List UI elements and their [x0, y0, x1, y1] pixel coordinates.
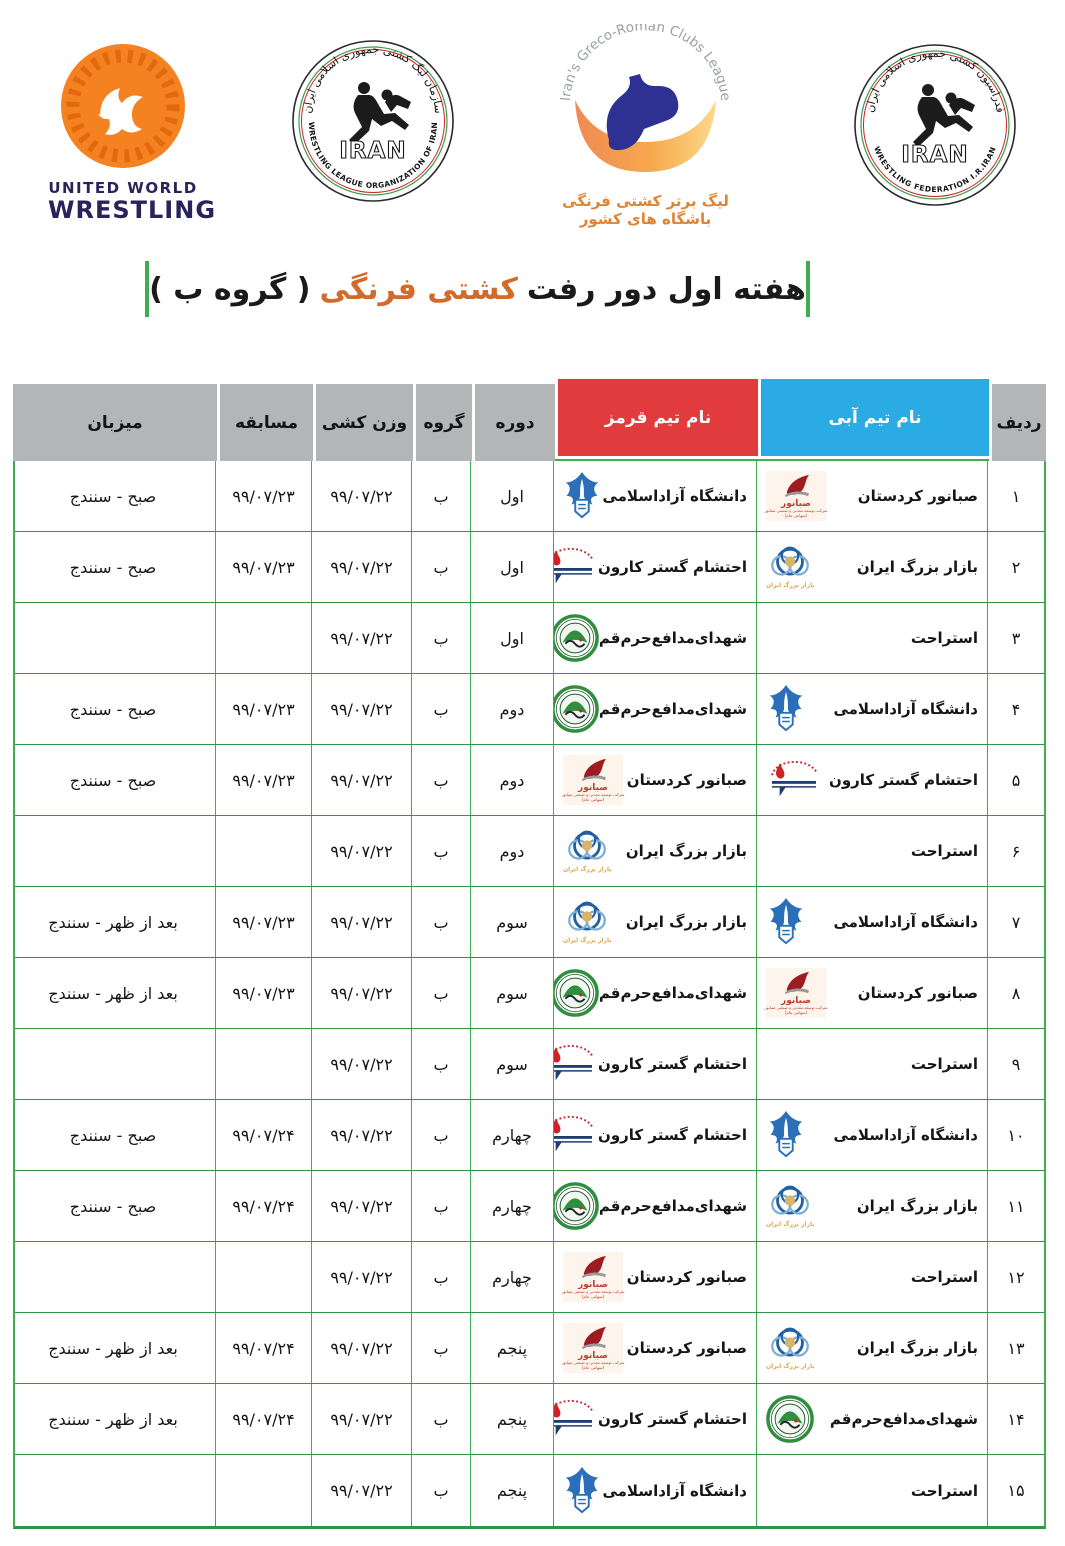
- red-team-name: احتشام گستر کارون: [598, 1410, 747, 1428]
- group-cell: ب: [411, 1100, 470, 1170]
- iwf-arc-top-text: فدراسیون کشتی جمهوری اسلامی ایران: [863, 46, 1007, 114]
- row-number-cell: ۵: [987, 745, 1044, 815]
- blue-team-cell: [756, 461, 987, 531]
- ehtesham-gostar-karun-icon: [553, 545, 598, 589]
- ehtesham-gostar-karun-icon: [553, 1113, 598, 1157]
- red-team-name: صبانور کردستان: [626, 1339, 747, 1357]
- round-cell: پنجم: [470, 1313, 553, 1383]
- blue-team-cell: [756, 603, 987, 673]
- blue-team-cell: [756, 1313, 987, 1383]
- azad-logo: [562, 1466, 602, 1516]
- table-row: [15, 532, 1044, 603]
- group-cell: ب: [411, 1384, 470, 1454]
- group-cell: ب: [411, 1313, 470, 1383]
- title-accent-bar-left: [145, 261, 149, 317]
- weigh-in-date-cell: ۹۹/۰۷/۲۲: [311, 1384, 411, 1454]
- group-cell: ب: [411, 745, 470, 815]
- table-row: [15, 816, 1044, 887]
- table-row: [15, 1313, 1044, 1384]
- weigh-in-date-cell: ۹۹/۰۷/۲۲: [311, 816, 411, 886]
- host-cell: [11, 603, 215, 673]
- blue-team-name: بازار بزرگ ایران: [856, 1339, 978, 1357]
- grand-bazaar-globe-icon: [564, 900, 610, 937]
- weigh-in-date-cell: ۹۹/۰۷/۲۲: [311, 958, 411, 1028]
- bazaar-logo: بازار بزرگ ایران: [563, 829, 611, 873]
- ehtesham-gostar-karun-icon: [766, 758, 822, 802]
- blue-team-name: صبانور کردستان: [857, 984, 978, 1002]
- row-number-cell: ۴: [987, 674, 1044, 744]
- sabanour-sail-icon: [573, 1325, 613, 1351]
- blue-team-cell: [756, 674, 987, 744]
- red-team-name: احتشام گستر کارون: [598, 1126, 747, 1144]
- host-cell: صبح - سنندج: [69, 486, 157, 506]
- red-team-name: شهدای‌مدافع‌حرم‌قم: [598, 984, 747, 1002]
- group-cell: ب: [411, 1455, 470, 1526]
- row-number-cell: ۱۳: [987, 1313, 1044, 1383]
- host-cell: صبح - سنندج: [69, 770, 157, 790]
- shohada-logo: [553, 1182, 599, 1230]
- host-cell: صبح - سنندج: [69, 699, 157, 719]
- shohada-qom-emblem-icon: [553, 685, 599, 733]
- host-cell: [11, 1242, 215, 1312]
- host-cell: [11, 1455, 215, 1526]
- azad-logo: [562, 471, 602, 521]
- greco-caption-text: لیگ برتر کشتی فرنگی باشگاه های کشور: [562, 192, 729, 228]
- round-cell: اول: [470, 461, 553, 531]
- sabanour-sail-icon: [573, 757, 613, 783]
- table-row: [15, 674, 1044, 745]
- title-suffix: ( گروه ب ): [149, 271, 311, 307]
- grand-bazaar-globe-icon: [767, 1184, 813, 1221]
- weigh-in-date-cell: ۹۹/۰۷/۲۲: [311, 1313, 411, 1383]
- row-number-cell: ۷: [987, 887, 1044, 957]
- blue-team-name: بازار بزرگ ایران: [856, 558, 978, 576]
- red-team-cell: [553, 816, 756, 886]
- red-team-name: صبانور کردستان: [626, 1268, 747, 1286]
- blue-team-cell: [756, 1242, 987, 1312]
- group-cell: ب: [411, 887, 470, 957]
- header-weigh-in: وزن کشی: [313, 384, 413, 461]
- match-date-cell: [215, 1242, 311, 1312]
- weigh-in-date-cell: ۹۹/۰۷/۲۲: [311, 745, 411, 815]
- sabanour-logo: صبانور شرکت توسعه معدنی و صنعتی صبانور (سهامی عام): [766, 968, 826, 1019]
- match-date-cell: ۹۹/۰۷/۲۳: [215, 887, 311, 957]
- match-date-cell: ۹۹/۰۷/۲۴: [215, 1100, 311, 1170]
- wlo-arc-top-text: سازمان لیگ کشتی جمهوری اسلامی ایران: [300, 42, 446, 115]
- header-group: گروه: [413, 384, 472, 461]
- red-team-cell: [553, 674, 756, 744]
- weigh-in-date-cell: ۹۹/۰۷/۲۲: [311, 1029, 411, 1099]
- header-round: دوره: [472, 384, 555, 461]
- shohada-logo: [553, 969, 599, 1017]
- blue-team-name: استراحت: [910, 1481, 978, 1500]
- host-cell: صبح - سنندج: [69, 1125, 157, 1145]
- host-cell: بعد از ظهر - سنندج: [48, 912, 178, 932]
- azad-logo: [766, 1110, 806, 1160]
- row-number-cell: ۱۴: [987, 1384, 1044, 1454]
- schedule-table: [13, 384, 1046, 1529]
- grand-bazaar-globe-icon: [767, 1326, 813, 1363]
- table-header: [13, 384, 1046, 456]
- header-row-number: ردیف: [989, 384, 1046, 461]
- azad-university-eagle-icon: [766, 1110, 806, 1160]
- table-row: [15, 1029, 1044, 1100]
- table-row: [15, 1384, 1044, 1455]
- bazaar-logo: بازار بزرگ ایران: [563, 900, 611, 944]
- group-cell: ب: [411, 674, 470, 744]
- row-number-cell: ۲: [987, 532, 1044, 602]
- sabanour-sail-icon: [573, 1254, 613, 1280]
- weigh-in-date-cell: ۹۹/۰۷/۲۲: [311, 674, 411, 744]
- blue-team-cell: [756, 1029, 987, 1099]
- wlo-arc-bottom-text: WRESTLING LEAGUE ORGANIZATION OF IRAN: [306, 121, 440, 191]
- blue-team-name: احتشام گستر کارون: [829, 771, 978, 789]
- blue-team-name: بازار بزرگ ایران: [856, 1197, 978, 1215]
- round-cell: دوم: [470, 816, 553, 886]
- red-team-name: بازار بزرگ ایران: [625, 913, 747, 931]
- weigh-in-date-cell: ۹۹/۰۷/۲۲: [311, 1455, 411, 1526]
- sabanour-logo: صبانور شرکت توسعه معدنی و صنعتی صبانور (سهامی عام): [563, 1323, 623, 1374]
- blue-team-name: دانشگاه آزاداسلامی: [833, 700, 978, 718]
- ehtesham-logo: [766, 758, 822, 802]
- match-date-cell: [215, 603, 311, 673]
- title-prefix: هفته اول دور رفت: [526, 271, 806, 307]
- row-number-cell: ۹: [987, 1029, 1044, 1099]
- shohada-logo: [553, 685, 599, 733]
- blue-team-cell: [756, 958, 987, 1028]
- azad-university-eagle-icon: [562, 1466, 602, 1516]
- red-team-cell: [553, 461, 756, 531]
- red-team-cell: [553, 1242, 756, 1312]
- red-team-name: دانشگاه آزاداسلامی: [602, 487, 747, 505]
- weigh-in-date-cell: ۹۹/۰۷/۲۲: [311, 603, 411, 673]
- ehtesham-logo: [553, 1042, 598, 1086]
- blue-team-cell: [756, 1171, 987, 1241]
- row-number-cell: ۱۲: [987, 1242, 1044, 1312]
- red-team-name: شهدای‌مدافع‌حرم‌قم: [598, 629, 747, 647]
- blue-team-cell: [756, 1455, 987, 1526]
- wrestling-federation-iran-logo: [852, 42, 1018, 212]
- bazaar-logo: بازار بزرگ ایران: [766, 1326, 814, 1370]
- shohada-qom-emblem-icon: [553, 969, 599, 1017]
- red-team-cell: [553, 1313, 756, 1383]
- sabanour-sail-icon: [776, 473, 816, 499]
- greco-roman-clubs-league-logo: [543, 24, 748, 228]
- blue-team-name: استراحت: [910, 1268, 978, 1286]
- red-team-cell: [553, 887, 756, 957]
- table-row: [15, 958, 1044, 1029]
- table-row: [15, 1242, 1044, 1313]
- round-cell: پنجم: [470, 1384, 553, 1454]
- blue-team-cell: [756, 1100, 987, 1170]
- table-row: [15, 1455, 1044, 1526]
- row-number-cell: ۳: [987, 603, 1044, 673]
- title-highlight: کشتی فرنگی: [319, 271, 518, 307]
- azad-logo: [766, 897, 806, 947]
- red-team-cell: [553, 1384, 756, 1454]
- match-date-cell: ۹۹/۰۷/۲۳: [215, 958, 311, 1028]
- table-row: [15, 1171, 1044, 1242]
- header-host: میزبان: [13, 384, 217, 461]
- match-date-cell: ۹۹/۰۷/۲۳: [215, 532, 311, 602]
- sabanour-logo: صبانور شرکت توسعه معدنی و صنعتی صبانور (سهامی عام): [563, 1252, 623, 1303]
- match-date-cell: ۹۹/۰۷/۲۳: [215, 745, 311, 815]
- match-date-cell: [215, 1029, 311, 1099]
- host-cell: صبح - سنندج: [69, 557, 157, 577]
- blue-team-cell: [756, 1384, 987, 1454]
- red-team-name: بازار بزرگ ایران: [625, 842, 747, 860]
- bazaar-logo: بازار بزرگ ایران: [766, 545, 814, 589]
- round-cell: سوم: [470, 887, 553, 957]
- bazaar-logo: بازار بزرگ ایران: [766, 1184, 814, 1228]
- match-date-cell: ۹۹/۰۷/۲۴: [215, 1171, 311, 1241]
- red-team-name: دانشگاه آزاداسلامی: [602, 1481, 747, 1500]
- ehtesham-logo: [553, 545, 598, 589]
- match-date-cell: [215, 816, 311, 886]
- weigh-in-date-cell: ۹۹/۰۷/۲۲: [311, 1171, 411, 1241]
- match-date-cell: ۹۹/۰۷/۲۴: [215, 1384, 311, 1454]
- weigh-in-date-cell: ۹۹/۰۷/۲۲: [311, 1242, 411, 1312]
- iwf-emblem-icon: [852, 42, 1018, 208]
- group-cell: ب: [411, 1029, 470, 1099]
- header-red-team: نام تیم قرمز: [555, 379, 758, 456]
- blue-team-name: دانشگاه آزاداسلامی: [833, 913, 978, 931]
- row-number-cell: ۱۰: [987, 1100, 1044, 1170]
- match-date-cell: ۹۹/۰۷/۲۴: [215, 1313, 311, 1383]
- blue-team-cell: [756, 745, 987, 815]
- uww-emblem-icon: [48, 40, 198, 173]
- row-number-cell: ۸: [987, 958, 1044, 1028]
- row-number-cell: ۱: [987, 461, 1044, 531]
- blue-team-cell: [756, 532, 987, 602]
- group-cell: ب: [411, 1242, 470, 1312]
- table-row: [15, 887, 1044, 958]
- red-team-cell: [553, 603, 756, 673]
- grand-bazaar-globe-icon: [767, 545, 813, 582]
- blue-team-name: دانشگاه آزاداسلامی: [833, 1126, 978, 1144]
- round-cell: پنجم: [470, 1455, 553, 1526]
- red-team-cell: [553, 958, 756, 1028]
- ehtesham-logo: [553, 1397, 598, 1441]
- blue-team-name: استراحت: [910, 629, 978, 647]
- host-cell: صبح - سنندج: [69, 1196, 157, 1216]
- host-cell: [11, 816, 215, 886]
- host-cell: [11, 1029, 215, 1099]
- group-cell: ب: [411, 461, 470, 531]
- red-team-cell: [553, 1100, 756, 1170]
- iwf-iran-text: IRAN: [901, 142, 969, 168]
- page-title-row: [149, 258, 810, 320]
- red-team-name: احتشام گستر کارون: [598, 558, 747, 576]
- weigh-in-date-cell: ۹۹/۰۷/۲۲: [311, 532, 411, 602]
- red-team-name: احتشام گستر کارون: [598, 1055, 747, 1073]
- round-cell: دوم: [470, 674, 553, 744]
- round-cell: چهارم: [470, 1100, 553, 1170]
- wrestling-league-organization-logo: [290, 38, 456, 208]
- iwf-arc-bottom-text: WRESTLING FEDERATION I.R.IRAN: [872, 145, 998, 195]
- group-cell: ب: [411, 816, 470, 886]
- blue-team-name: استراحت: [910, 1055, 978, 1073]
- greco-emblem-icon: [543, 24, 748, 192]
- row-number-cell: ۱۱: [987, 1171, 1044, 1241]
- table-row: [15, 461, 1044, 532]
- ehtesham-logo: [553, 1113, 598, 1157]
- azad-university-eagle-icon: [766, 684, 806, 734]
- page-title: [149, 272, 806, 307]
- azad-university-eagle-icon: [766, 897, 806, 947]
- sabanour-logo: صبانور شرکت توسعه معدنی و صنعتی صبانور (سهامی عام): [563, 755, 623, 806]
- red-team-name: صبانور کردستان: [626, 771, 747, 789]
- shohada-logo: [766, 1395, 814, 1443]
- red-team-cell: [553, 1455, 756, 1526]
- row-number-cell: ۶: [987, 816, 1044, 886]
- match-date-cell: ۹۹/۰۷/۲۳: [215, 674, 311, 744]
- red-team-name: شهدای‌مدافع‌حرم‌قم: [598, 1197, 747, 1215]
- grand-bazaar-globe-icon: [564, 829, 610, 866]
- ehtesham-gostar-karun-icon: [553, 1042, 598, 1086]
- title-accent-bar-right: [806, 261, 810, 317]
- red-team-cell: [553, 1171, 756, 1241]
- round-cell: چهارم: [470, 1171, 553, 1241]
- group-cell: ب: [411, 532, 470, 602]
- blue-team-name: استراحت: [910, 842, 978, 860]
- group-cell: ب: [411, 1171, 470, 1241]
- wlo-emblem-icon: [290, 38, 456, 204]
- uww-text-line2: WRESTLING: [48, 196, 217, 224]
- host-cell: بعد از ظهر - سنندج: [48, 1409, 178, 1429]
- table-body: [13, 459, 1046, 1529]
- red-team-name: شهدای‌مدافع‌حرم‌قم: [598, 700, 747, 718]
- ehtesham-gostar-karun-icon: [553, 1397, 598, 1441]
- greco-wrestler-silhouette: [607, 74, 679, 150]
- host-cell: بعد از ظهر - سنندج: [48, 983, 178, 1003]
- blue-team-cell: [756, 887, 987, 957]
- round-cell: سوم: [470, 1029, 553, 1099]
- row-number-cell: ۱۵: [987, 1455, 1044, 1526]
- round-cell: دوم: [470, 745, 553, 815]
- round-cell: اول: [470, 603, 553, 673]
- blue-team-name: شهدای‌مدافع‌حرم‌قم: [829, 1410, 978, 1428]
- sabanour-sail-icon: [776, 970, 816, 996]
- group-cell: ب: [411, 958, 470, 1028]
- red-team-cell: [553, 1029, 756, 1099]
- table-row: [15, 603, 1044, 674]
- shohada-qom-emblem-icon: [553, 614, 599, 662]
- round-cell: اول: [470, 532, 553, 602]
- uww-text-line1: UNITED WORLD: [48, 179, 198, 197]
- table-row: [15, 1100, 1044, 1171]
- match-date-cell: [215, 1455, 311, 1526]
- group-cell: ب: [411, 603, 470, 673]
- wlo-iran-text: IRAN: [339, 138, 407, 164]
- shohada-qom-emblem-icon: [766, 1395, 814, 1443]
- round-cell: سوم: [470, 958, 553, 1028]
- azad-university-eagle-icon: [562, 471, 602, 521]
- united-world-wrestling-logo: [48, 40, 217, 224]
- host-cell: بعد از ظهر - سنندج: [48, 1338, 178, 1358]
- blue-team-name: صبانور کردستان: [857, 487, 978, 505]
- weigh-in-date-cell: ۹۹/۰۷/۲۲: [311, 461, 411, 531]
- greco-arc-text: Iran's Greco-Roman Clubs League: [557, 24, 734, 102]
- red-team-cell: [553, 532, 756, 602]
- blue-team-cell: [756, 816, 987, 886]
- shohada-logo: [553, 614, 599, 662]
- table-row: [15, 745, 1044, 816]
- header-blue-team: نام تیم آبی: [758, 379, 989, 456]
- match-date-cell: ۹۹/۰۷/۲۳: [215, 461, 311, 531]
- shohada-qom-emblem-icon: [553, 1182, 599, 1230]
- red-team-cell: [553, 745, 756, 815]
- azad-logo: [766, 684, 806, 734]
- weigh-in-date-cell: ۹۹/۰۷/۲۲: [311, 1100, 411, 1170]
- sabanour-logo: صبانور شرکت توسعه معدنی و صنعتی صبانور (سهامی عام): [766, 471, 826, 522]
- header-match: مسابقه: [217, 384, 313, 461]
- round-cell: چهارم: [470, 1242, 553, 1312]
- weigh-in-date-cell: ۹۹/۰۷/۲۲: [311, 887, 411, 957]
